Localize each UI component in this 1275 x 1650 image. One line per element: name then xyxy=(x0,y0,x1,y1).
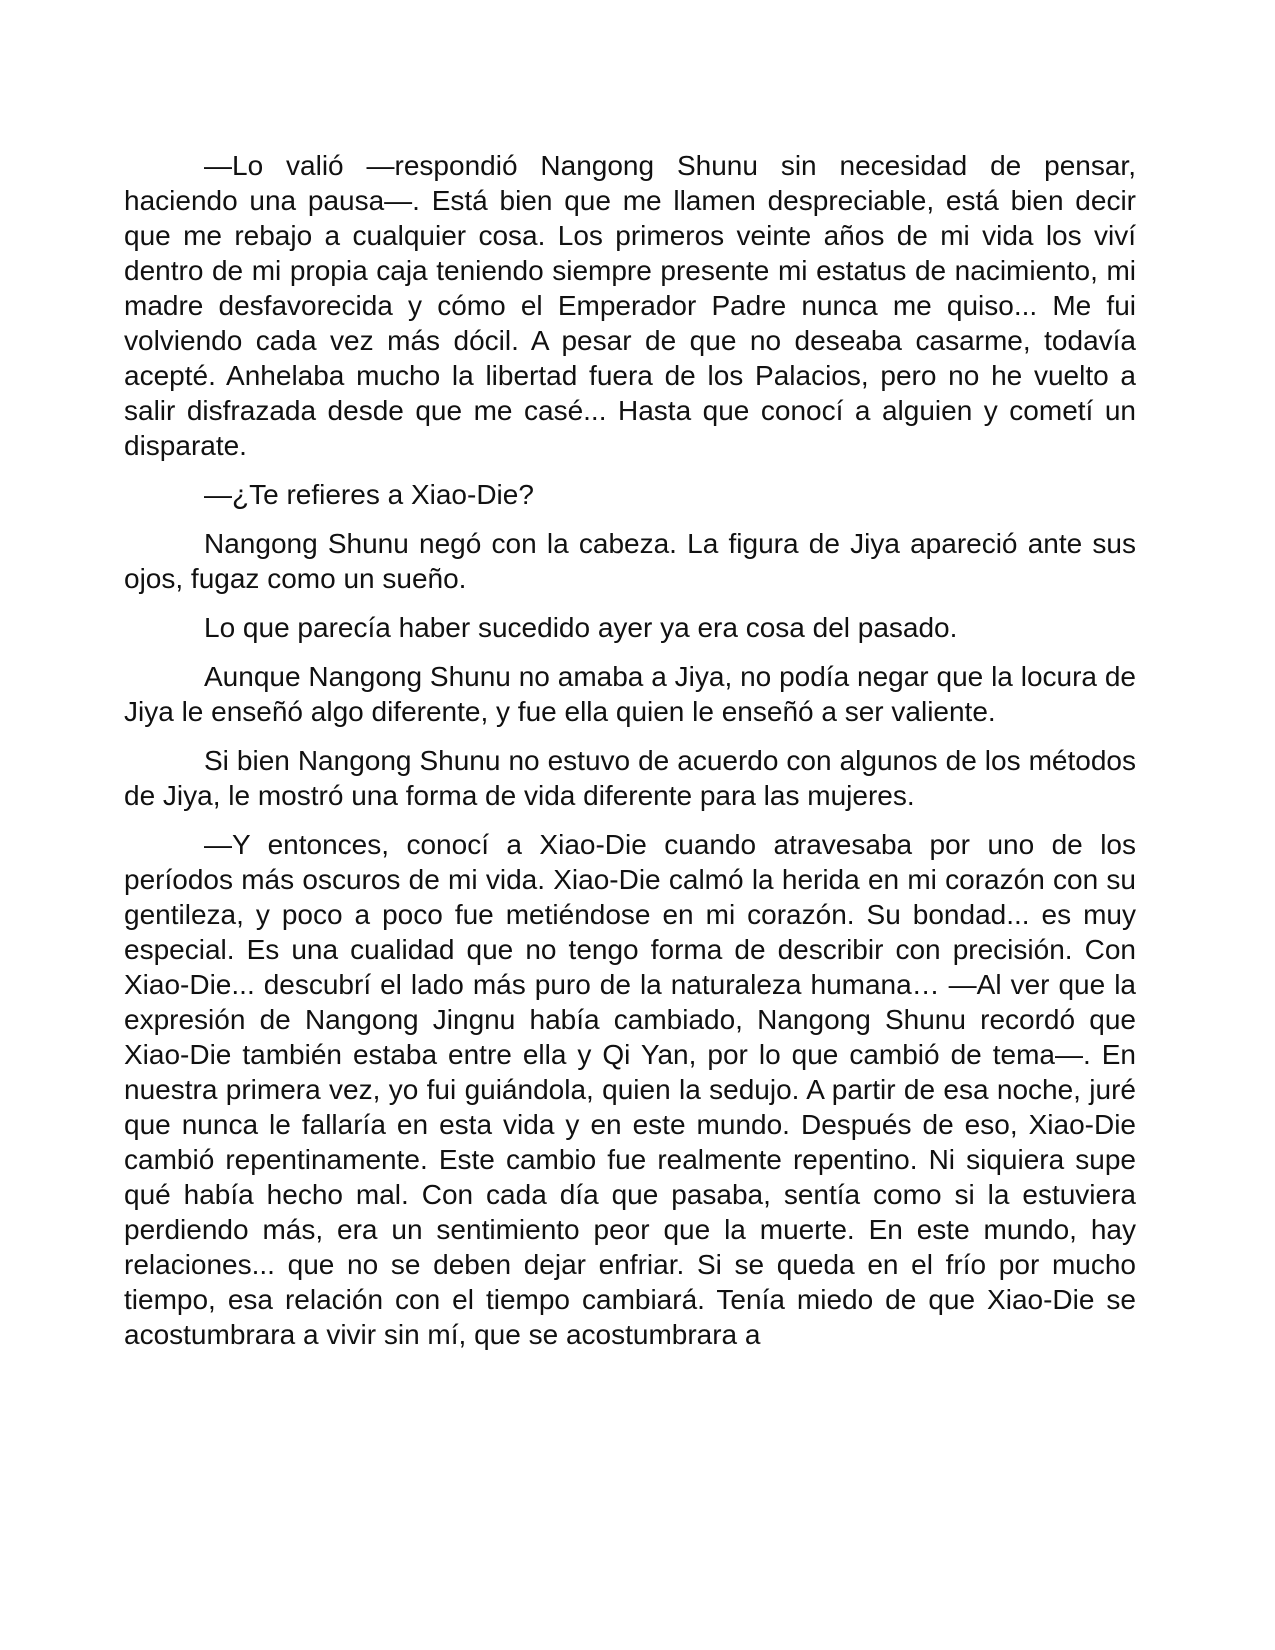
paragraph: —Y entonces, conocí a Xiao-Die cuando atravesaba por uno de los períodos más oscuros de mi vida. Xiao-Die calmó la herida en mi corazón con su gentileza, y poco a poco fue metiéndose en mi corazón. Su bondad... es muy especial. Es una cualidad que no tengo forma de describir con precisión. Con Xiao-Die... descubrí el lado más puro de la naturaleza humana… —Al ver que la expresión de Nangong Jingnu había cambiado, Nangong Shunu recordó que Xiao-Die también estaba entre ella y Qi Yan, por lo que cambió de tema—. En nuestra primera vez, yo fui guiándola, quien la sedujo. A partir de esa noche, juré que nunca le fallaría en esta vida y en este mundo. Después de eso, Xiao-Die cambió repentinamente. Este cambio fue realmente repentino. Ni siquiera supe qué había hecho mal. Con cada día que pasaba, sentía como si la estuviera perdiendo más, era un sentimiento peor que la muerte. En este mundo, hay relaciones... que no se deben dejar enfriar. Si se queda en el frío por mucho tiempo, esa relación con el tiempo cambiará. Tenía miedo de que Xiao-Die se acostumbrara a vivir sin mí, que se acostumbrara a xyxy=(124,829,1136,1350)
paragraph: —Lo valió —respondió Nangong Shunu sin necesidad de pensar, haciendo una pausa—. Está bien que me llamen despreciable, está bien decir que me rebajo a cualquier cosa. Los primeros veinte años de mi vida los viví dentro de mi propia caja teniendo siempre presente mi estatus de nacimiento, mi madre desfavorecida y cómo el Emperador Padre nunca me quiso... Me fui volviendo cada vez más dócil. A pesar de que no deseaba casarme, todavía acepté. Anhelaba mucho la libertad fuera de los Palacios, pero no he vuelto a salir disfrazada desde que me casé... Hasta que conocí a alguien y cometí un disparate. xyxy=(124,150,1136,461)
paragraph: —¿Te refieres a Xiao-Die? xyxy=(204,479,534,510)
paragraph: Nangong Shunu negó con la cabeza. La figura de Jiya apareció ante sus ojos, fugaz como un sueño. xyxy=(124,528,1136,594)
paragraph: Lo que parecía haber sucedido ayer ya era cosa del pasado. xyxy=(204,612,958,643)
paragraph: Si bien Nangong Shunu no estuvo de acuerdo con algunos de los métodos de Jiya, le mostró una forma de vida diferente para las mujeres. xyxy=(124,745,1136,811)
page-body xyxy=(124,148,1136,1366)
paragraph: Aunque Nangong Shunu no amaba a Jiya, no podía negar que la locura de Jiya le enseñó algo diferente, y fue ella quien le enseñó a ser valiente. xyxy=(124,661,1136,727)
